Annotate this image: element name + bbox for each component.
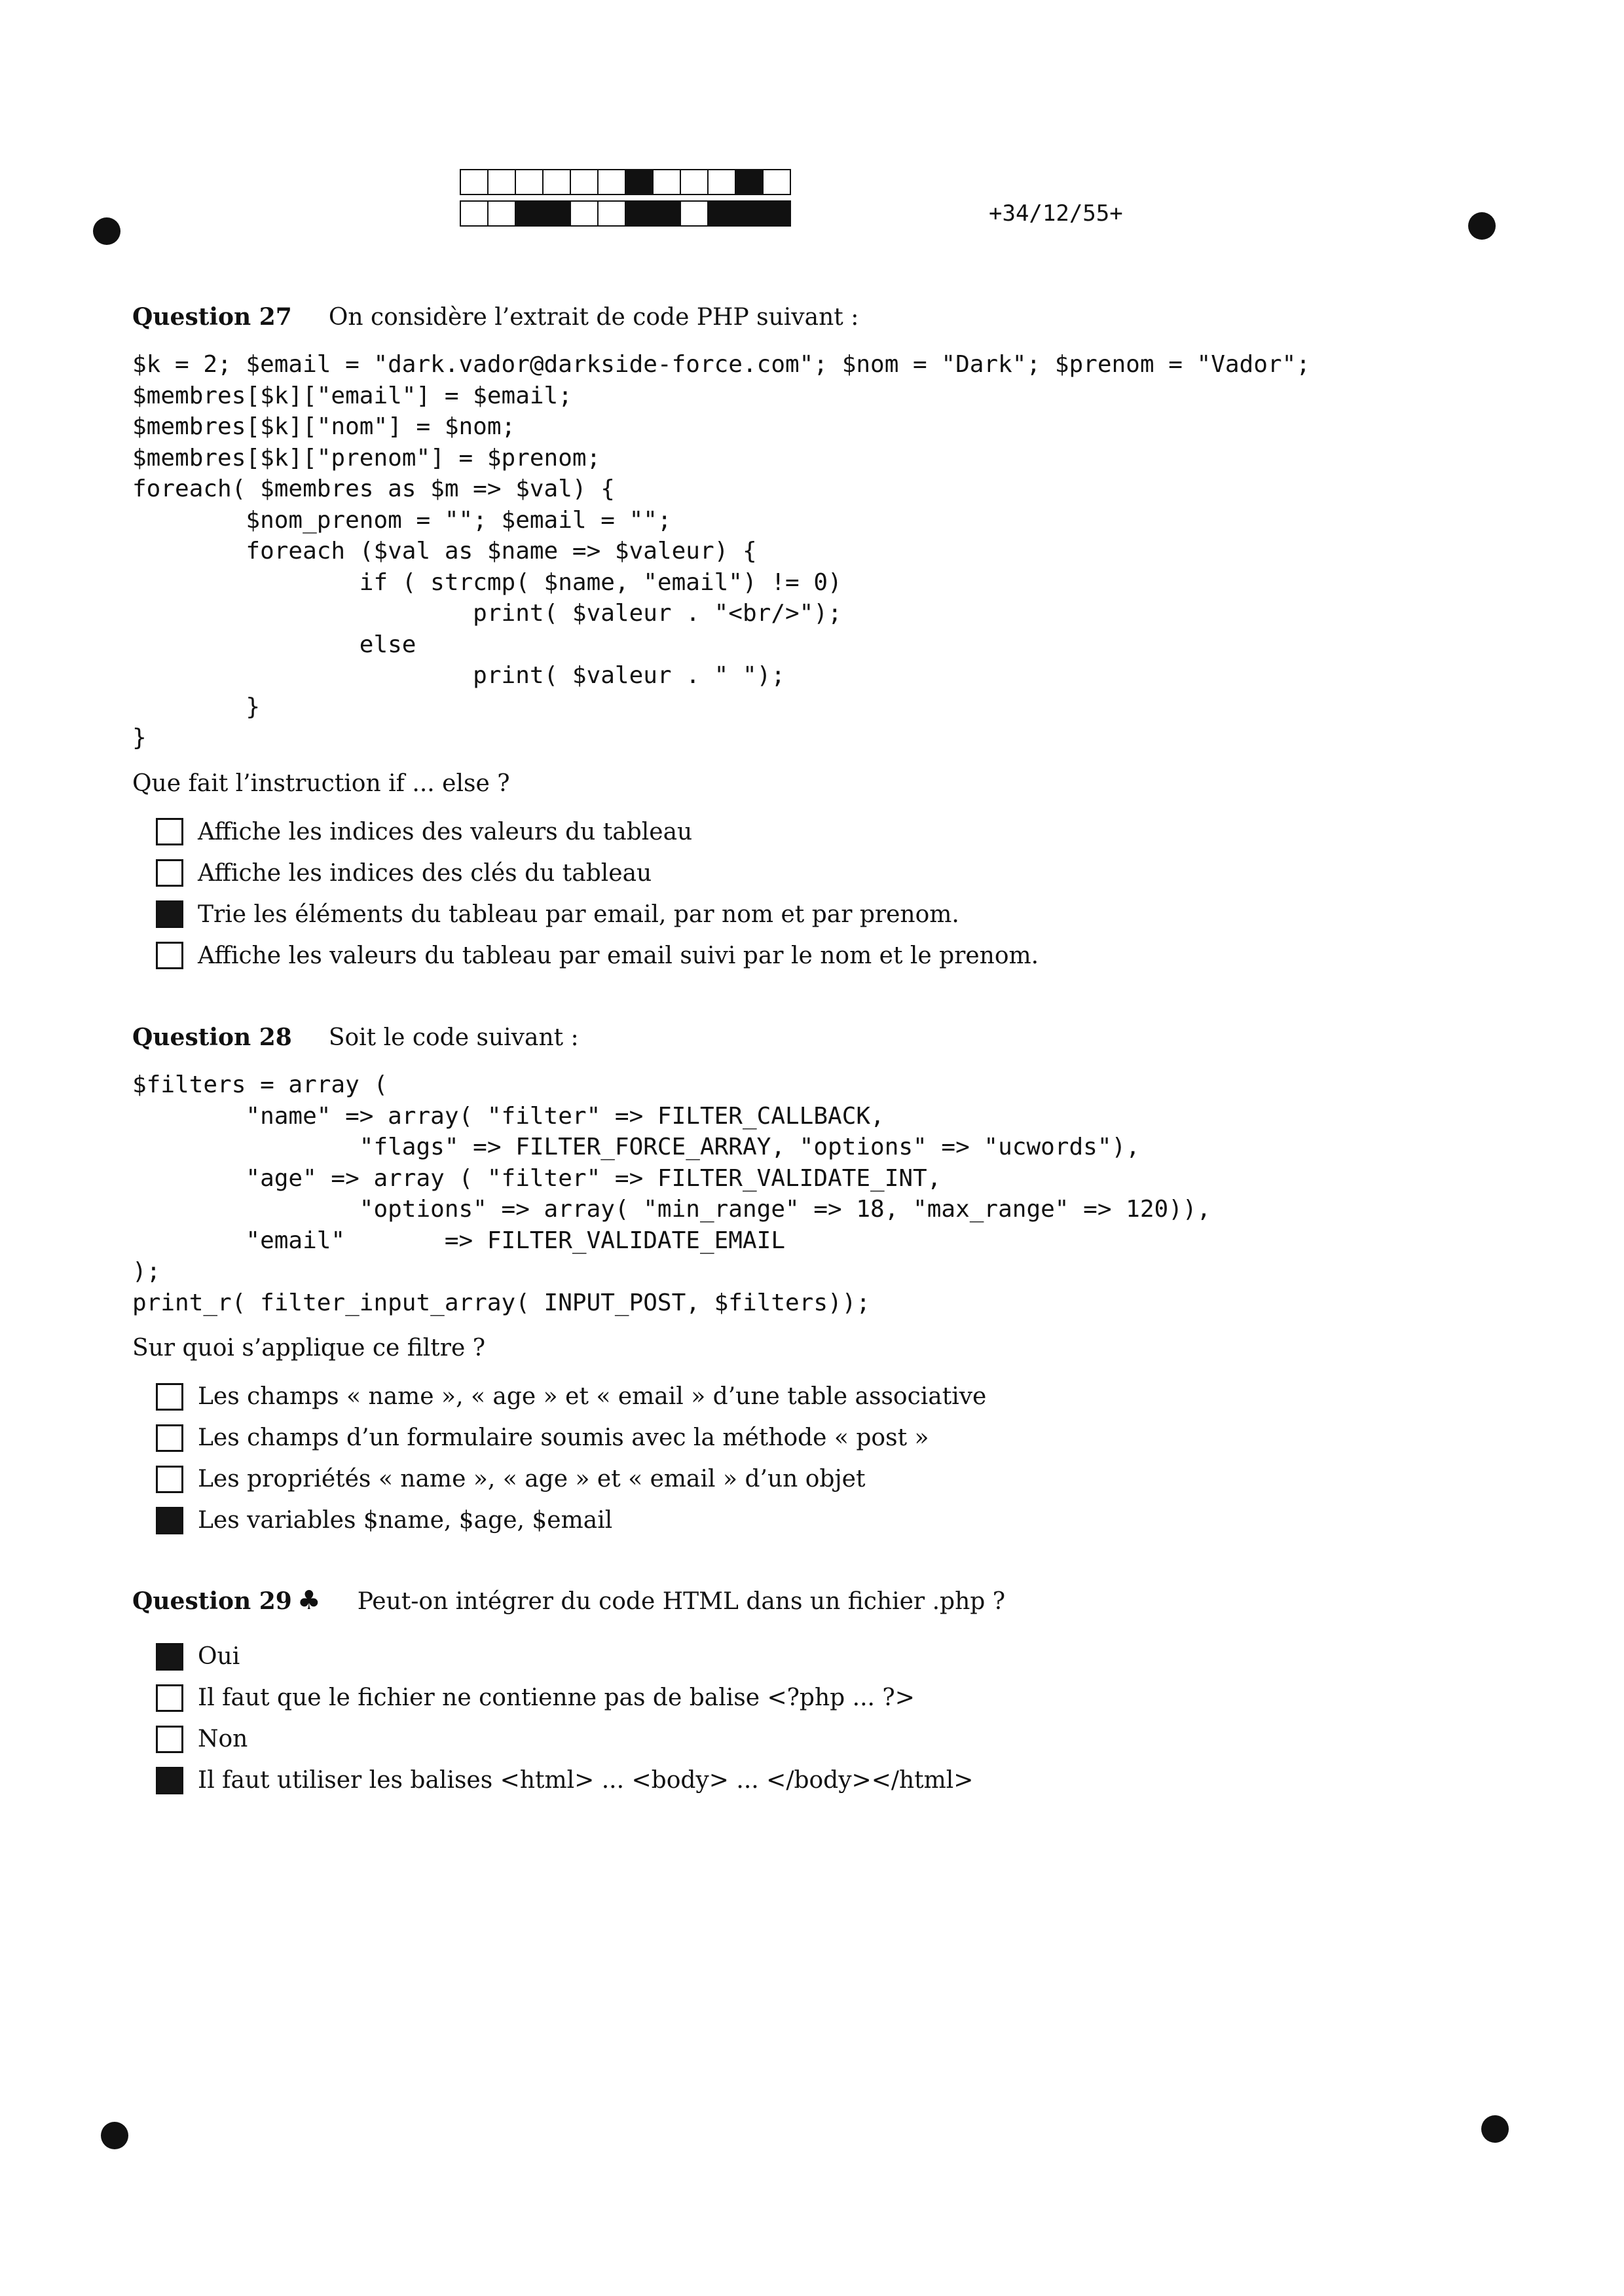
choice-label: Affiche les indices des clés du tableau <box>198 859 652 887</box>
choice-item[interactable] <box>132 1500 1211 1541</box>
choice-item[interactable] <box>132 1677 1005 1718</box>
id-code-cell <box>680 169 709 195</box>
question-number: Question 27 <box>132 303 292 331</box>
choice-checkbox[interactable] <box>156 1684 183 1712</box>
question-statement: On considère l’extrait de code PHP suivant : <box>328 304 859 331</box>
question-number-text: Question 29 <box>132 1587 292 1615</box>
choice-list <box>132 1636 1005 1801</box>
question-number: Question 28 <box>132 1024 292 1051</box>
id-code-cell <box>762 169 791 195</box>
id-code-cell <box>460 169 489 195</box>
choice-checkbox[interactable] <box>156 1726 183 1753</box>
choice-item[interactable] <box>132 853 1310 894</box>
choice-item[interactable] <box>132 1458 1211 1500</box>
choice-label: Il faut que le fichier ne contienne pas de balise <?php ... ?> <box>198 1684 915 1711</box>
id-code-cell <box>707 169 736 195</box>
choice-checkbox[interactable] <box>156 942 183 969</box>
question-prompt: Sur quoi s’applique ce filtre ? <box>132 1335 485 1361</box>
id-code-cell <box>487 169 516 195</box>
registration-mark-top-right <box>1468 212 1496 240</box>
id-code-cell <box>570 169 599 195</box>
id-code-cell <box>460 200 489 227</box>
choice-item[interactable] <box>132 811 1310 853</box>
choice-label: Affiche les valeurs du tableau par email suivi par le nom et le prenom. <box>198 942 1039 969</box>
choice-checkbox[interactable] <box>156 1466 183 1493</box>
code-block: $k = 2; $email = "dark.vador@darkside-force.com"; $nom = "Dark"; $prenom = "Vador"; $membres[$k]["email"] = $email; $membres[$k]["nom"] = $nom; $membres[$k]["prenom"] = $prenom; foreach( $membres as $m => $val) { $nom_prenom = ""; $email = ""; foreach ($val as $name => $valeur) { if ( strcmp( $name, "email") != 0) print( $valeur . "<br/>"); else print( $valeur . " "); } } <box>132 351 1310 751</box>
id-code-cell <box>597 200 626 227</box>
id-code-cell <box>542 200 571 227</box>
choice-checkbox[interactable] <box>156 1507 183 1534</box>
id-code-cell <box>735 169 764 195</box>
choice-checkbox[interactable] <box>156 1424 183 1452</box>
choice-item[interactable] <box>132 935 1310 976</box>
id-code-cell <box>735 200 764 227</box>
choice-item[interactable] <box>132 1760 1005 1801</box>
question-title <box>132 1585 1005 1618</box>
id-code-cell <box>515 169 544 195</box>
id-code-cell <box>652 200 681 227</box>
question-29 <box>132 1585 1005 1801</box>
choice-checkbox[interactable] <box>156 900 183 928</box>
registration-mark-bottom-right <box>1481 2115 1509 2143</box>
club-icon: ♣ <box>297 1585 321 1616</box>
choice-item[interactable] <box>132 1636 1005 1677</box>
question-statement: Peut-on intégrer du code HTML dans un fichier .php ? <box>357 1588 1006 1615</box>
choice-label: Non <box>198 1726 248 1752</box>
question-number <box>132 1587 321 1615</box>
registration-mark-top-left <box>93 217 120 245</box>
choice-checkbox[interactable] <box>156 1767 183 1794</box>
id-code-cell <box>487 200 516 227</box>
choice-item[interactable] <box>132 1417 1211 1458</box>
registration-mark-bottom-left <box>101 2122 128 2149</box>
id-code-cell <box>542 169 571 195</box>
id-code-row-2 <box>460 200 790 227</box>
choice-label: Les variables $name, $age, $email <box>198 1507 613 1534</box>
id-code-cell <box>652 169 681 195</box>
choice-label: Les propriétés « name », « age » et « email » d’un objet <box>198 1466 866 1492</box>
choice-checkbox[interactable] <box>156 818 183 845</box>
question-title <box>132 301 1310 333</box>
choice-label: Les champs « name », « age » et « email » d’une table associative <box>198 1383 987 1410</box>
choice-item[interactable] <box>132 1376 1211 1417</box>
question-28 <box>132 1022 1211 1541</box>
code-block: $filters = array ( "name" => array( "filter" => FILTER_CALLBACK, "flags" => FILTER_FORCE_ARRAY, "options" => "ucwords"), "age" => array ( "filter" => FILTER_VALIDATE_INT, "options" => array( "min_range" => 18, "max_range" => 120)), "email" => FILTER_VALIDATE_EMAIL ); print_r( filter_input_array( INPUT_POST, $filters)); <box>132 1071 1211 1316</box>
choice-list <box>132 811 1310 976</box>
id-code-grid <box>460 169 790 232</box>
id-code-cell <box>515 200 544 227</box>
id-code-row-1 <box>460 169 790 195</box>
choice-list <box>132 1376 1211 1541</box>
id-code-cell <box>570 200 599 227</box>
question-title <box>132 1022 1211 1054</box>
choice-checkbox[interactable] <box>156 859 183 887</box>
choice-checkbox[interactable] <box>156 1383 183 1411</box>
id-code-cell <box>680 200 709 227</box>
choice-item[interactable] <box>132 1718 1005 1760</box>
choice-label: Oui <box>198 1643 240 1670</box>
question-statement: Soit le code suivant : <box>328 1024 579 1051</box>
id-code-cell <box>762 200 791 227</box>
question-prompt: Que fait l’instruction if ... else ? <box>132 769 510 797</box>
question-27 <box>132 301 1310 976</box>
choice-label: Trie les éléments du tableau par email, par nom et par prenom. <box>198 900 959 928</box>
choice-label: Affiche les indices des valeurs du tableau <box>198 818 693 845</box>
id-code-cell <box>625 200 654 227</box>
id-code-cell <box>625 169 654 195</box>
choice-item[interactable] <box>132 894 1310 935</box>
choice-checkbox[interactable] <box>156 1643 183 1671</box>
choice-label: Il faut utiliser les balises <html> ... <body> ... </body></html> <box>198 1767 974 1794</box>
id-code-cell <box>707 200 736 227</box>
id-code-cell <box>597 169 626 195</box>
page-code: +34/12/55+ <box>989 200 1123 227</box>
choice-label: Les champs d’un formulaire soumis avec la méthode « post » <box>198 1424 929 1451</box>
